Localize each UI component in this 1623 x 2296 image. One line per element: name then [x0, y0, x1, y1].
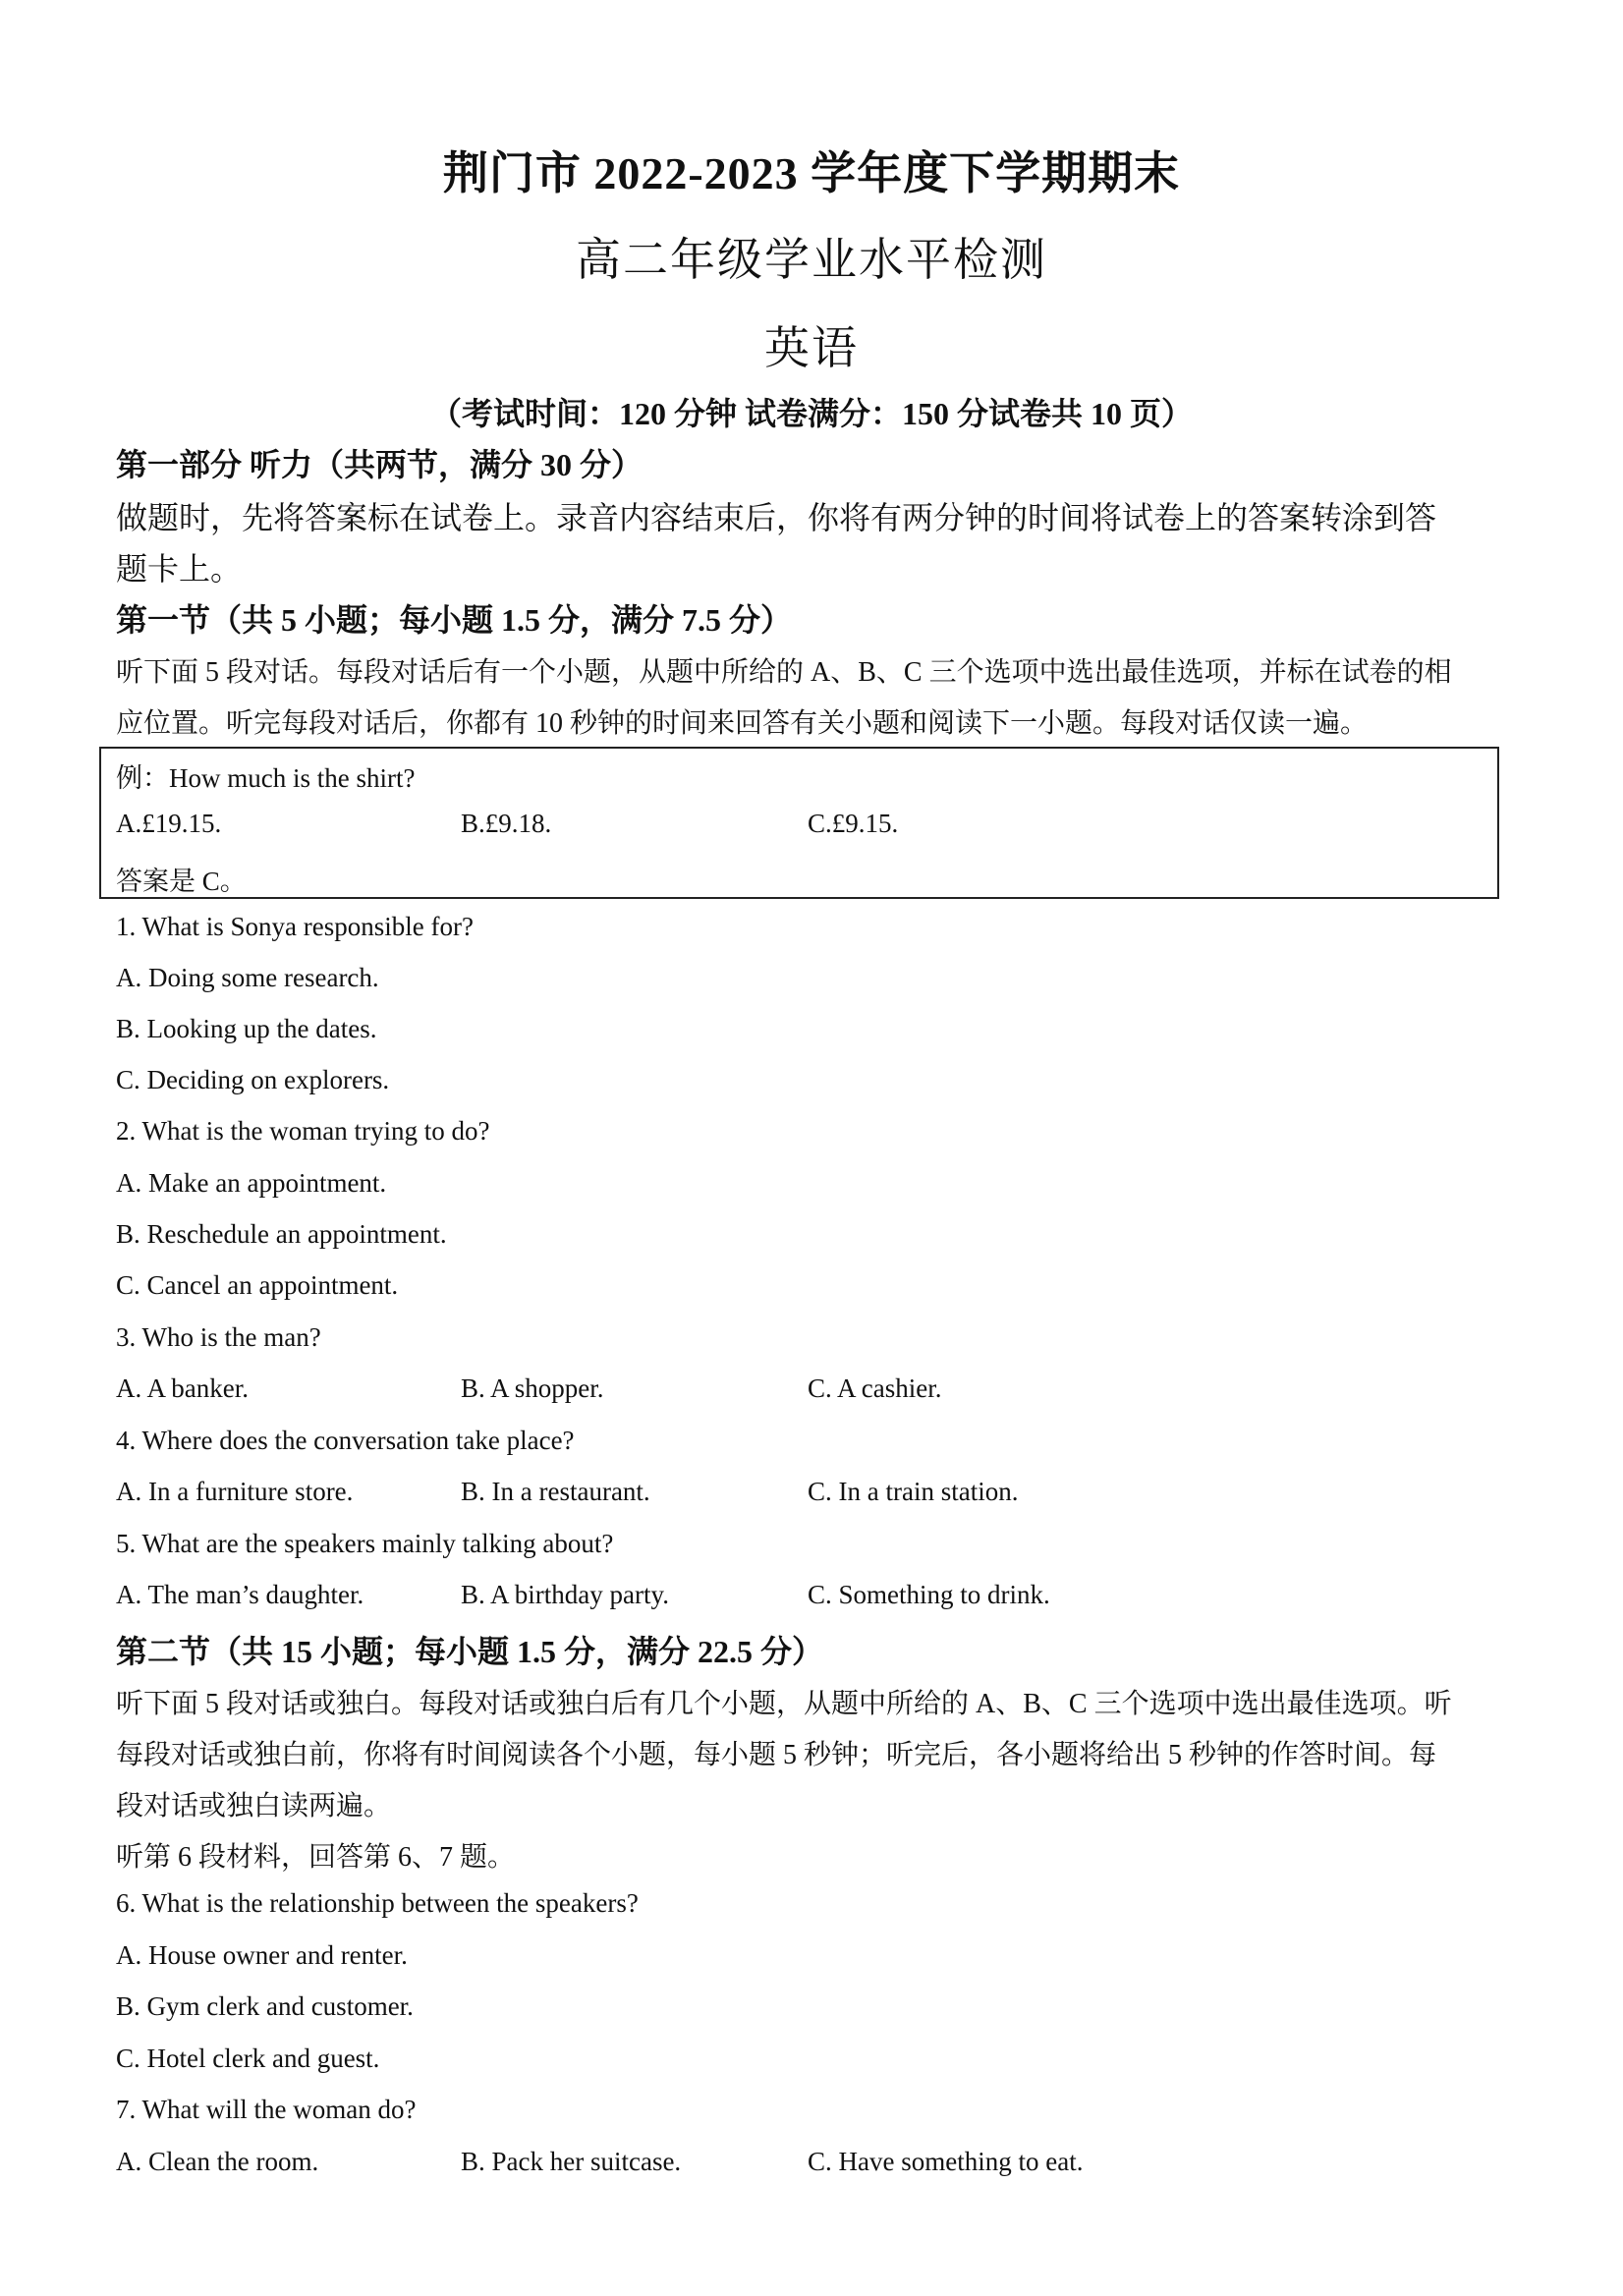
question-5-option-c: C. Something to drink. [808, 1580, 1050, 1609]
section2-heading: 第二节（共 15 小题；每小题 1.5 分，满分 22.5 分） [116, 1634, 824, 1669]
question-6-option-b: B. Gym clerk and customer. [116, 1991, 414, 2021]
exam-info: （考试时间：120 分钟 试卷满分：150 分试卷共 10 页） [429, 396, 1193, 431]
question-2-option-b: B. Reschedule an appointment. [116, 1219, 447, 1249]
part1-instruction-line1: 做题时，先将答案标在试卷上。录音内容结束后，你将有两分钟的时间将试卷上的答案转涂到答 [116, 500, 1437, 535]
example-question: 例：How much is the shirt? [116, 763, 416, 793]
question-2: 2. What is the woman trying to do? [116, 1116, 490, 1146]
section1-heading: 第一节（共 5 小题；每小题 1.5 分，满分 7.5 分） [116, 602, 793, 638]
section2-instruction-line3: 段对话或独白读两遍。 [116, 1791, 392, 1821]
question-2-option-a: A. Make an appointment. [116, 1168, 387, 1198]
question-6-option-c: C. Hotel clerk and guest. [116, 2044, 380, 2073]
question-4-option-c: C. In a train station. [808, 1477, 1019, 1506]
question-4: 4. Where does the conversation take place? [116, 1426, 575, 1455]
question-1-option-c: C. Deciding on explorers. [116, 1065, 390, 1094]
question-1-option-b: B. Looking up the dates. [116, 1014, 377, 1043]
question-5-option-a: A. The man’s daughter. [116, 1580, 364, 1609]
exam-subtitle: 高二年级学业水平检测 [576, 235, 1047, 285]
question-3: 3. Who is the man? [116, 1322, 321, 1352]
question-1-option-a: A. Doing some research. [116, 963, 379, 992]
question-7: 7. What will the woman do? [116, 2095, 417, 2124]
example-answer: 答案是 C。 [116, 867, 247, 896]
material-6-intro: 听第 6 段材料，回答第 6、7 题。 [116, 1842, 516, 1873]
question-7-option-a: A. Clean the room. [116, 2147, 319, 2176]
section2-instruction-line2: 每段对话或独白前，你将有时间阅读各个小题，每小题 5 秒钟；听完后，各小题将给出 5 秒钟的作答时间。每 [116, 1740, 1437, 1770]
question-5: 5. What are the speakers mainly talking about? [116, 1529, 614, 1558]
section1-instruction-line2: 应位置。听完每段对话后，你都有 10 秒钟的时间来回答有关小题和阅读下一小题。每段对话仅读一遍。 [116, 708, 1369, 739]
question-7-option-b: B. Pack her suitcase. [461, 2147, 682, 2176]
question-3-option-b: B. A shopper. [461, 1373, 604, 1403]
example-option-c: C.£9.15. [808, 809, 899, 838]
question-4-option-b: B. In a restaurant. [461, 1477, 650, 1506]
section2-instruction-line1: 听下面 5 段对话或独白。每段对话或独白后有几个小题，从题中所给的 A、B、C 三个选项中选出最佳选项。听 [116, 1689, 1452, 1719]
exam-title: 荆门市 2022-2023 学年度下学期期末 [442, 148, 1181, 198]
section1-instruction-line1: 听下面 5 段对话。每段对话后有一个小题，从题中所给的 A、B、C 三个选项中选出最佳选项，并标在试卷的相 [116, 657, 1452, 688]
question-6-option-a: A. House owner and renter. [116, 1940, 408, 1970]
question-7-option-c: C. Have something to eat. [808, 2147, 1084, 2176]
question-3-option-a: A. A banker. [116, 1373, 249, 1403]
question-4-option-a: A. In a furniture store. [116, 1477, 354, 1506]
question-3-option-c: C. A cashier. [808, 1373, 942, 1403]
question-1: 1. What is Sonya responsible for? [116, 912, 474, 941]
part1-instruction-line2: 题卡上。 [116, 551, 243, 587]
example-option-a: A.£19.15. [116, 809, 222, 838]
part1-heading: 第一部分 听力（共两节，满分 30 分） [116, 447, 644, 482]
question-6: 6. What is the relationship between the speakers? [116, 1888, 639, 1918]
question-5-option-b: B. A birthday party. [461, 1580, 669, 1609]
question-2-option-c: C. Cancel an appointment. [116, 1270, 399, 1300]
subject-title: 英语 [764, 323, 859, 373]
example-option-b: B.£9.18. [461, 809, 552, 838]
